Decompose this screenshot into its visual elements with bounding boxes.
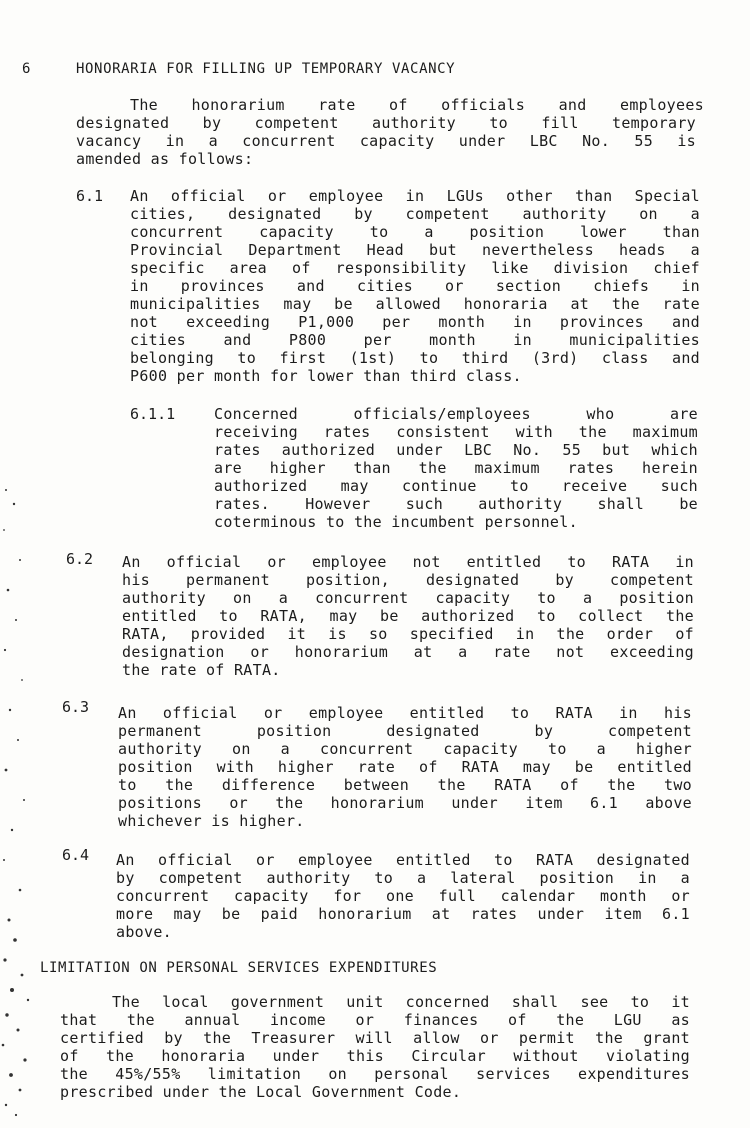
section-heading: HONORARIA FOR FILLING UP TEMPORARY VACANCY <box>76 61 456 77</box>
item-line: by competent authority to a lateral position in a <box>116 869 690 887</box>
item-line: are higher than the maximum rates herein <box>214 459 698 477</box>
section-heading: LIMITATION ON PERSONAL SERVICES EXPENDITURES <box>40 960 438 976</box>
item-line: rates authorized under LBC No. 55 but which <box>214 441 698 459</box>
item-line: more may be paid honorarium at rates under item 6.1 <box>116 905 690 923</box>
item-line: Concerned officials/employees who are <box>214 405 698 423</box>
item-line: concurrent capacity to a position lower than <box>130 223 700 241</box>
item-line: not exceeding P1,000 per month in provinces and <box>130 313 700 331</box>
item-line: authority on a concurrent capacity to a position <box>122 589 694 607</box>
section-line: that the annual income or finances of the LGU as <box>60 1011 690 1029</box>
item-line: positions or the honorarium under item 6.1 above <box>118 794 692 812</box>
item-line: to the difference between the RATA of the two <box>118 776 692 794</box>
item-line: authorized may continue to receive such <box>214 477 698 495</box>
item-line: P600 per month for lower than third class. <box>130 367 522 385</box>
item-line: Provincial Department Head but nevertheless heads a <box>130 241 700 259</box>
scan-noise <box>0 470 34 1120</box>
item-line: whichever is higher. <box>118 812 305 830</box>
item-line: in provinces and cities or section chiefs in <box>130 277 700 295</box>
item-line: receiving rates consistent with the maximum <box>214 423 698 441</box>
item-line: An official or employee entitled to RATA in his <box>118 704 692 722</box>
section-line: prescribed under the Local Government Code. <box>60 1083 462 1101</box>
item-line: the rate of RATA. <box>122 661 281 679</box>
item-line: position with higher rate of RATA may be entitled <box>118 758 692 776</box>
item-line: above. <box>116 923 172 941</box>
item-line: An official or employee entitled to RATA designated <box>116 851 690 869</box>
item-line: permanent position designated by competent <box>118 722 692 740</box>
section-number: 6 <box>22 61 32 77</box>
item-line: concurrent capacity for one full calendar month or <box>116 887 690 905</box>
item-line: entitled to RATA, may be authorized to collect the <box>122 607 694 625</box>
item-line: cities, designated by competent authority on a <box>130 205 700 223</box>
intro-line: vacancy in a concurrent capacity under LBC No. 55 is <box>76 132 696 150</box>
item-line: RATA, provided it is so specified in the order of <box>122 625 694 643</box>
section-line: of the honoraria under this Circular without violating <box>60 1047 690 1065</box>
item-line: cities and P800 per month in municipalities <box>130 331 700 349</box>
intro-line: designated by competent authority to fill temporary <box>76 114 696 132</box>
item-number: 6.1 <box>76 187 104 205</box>
item-line: his permanent position, designated by competent <box>122 571 694 589</box>
item-line: An official or employee in LGUs other than Special <box>130 187 700 205</box>
item-line: coterminous to the incumbent personnel. <box>214 513 578 531</box>
item-number: 6.2 <box>66 550 94 568</box>
intro-line: The honorarium rate of officials and employees <box>130 96 704 114</box>
section-line: certified by the Treasurer will allow or permit the grant <box>60 1029 690 1047</box>
item-number: 6.4 <box>62 846 90 864</box>
section-line: the 45%/55% limitation on personal services expenditures <box>60 1065 690 1083</box>
item-line: designation or honorarium at a rate not exceeding <box>122 643 694 661</box>
item-line: rates. However such authority shall be <box>214 495 698 513</box>
item-number: 6.3 <box>62 698 90 716</box>
intro-line: amended as follows: <box>76 150 254 168</box>
item-line: belonging to first (1st) to third (3rd) class and <box>130 349 700 367</box>
section-line: The local government unit concerned shall see to it <box>112 993 690 1011</box>
item-line: specific area of responsibility like division chief <box>130 259 700 277</box>
item-line: municipalities may be allowed honoraria at the rate <box>130 295 700 313</box>
item-number: 6.1.1 <box>130 405 176 423</box>
item-line: authority on a concurrent capacity to a higher <box>118 740 692 758</box>
item-line: An official or employee not entitled to RATA in <box>122 553 694 571</box>
